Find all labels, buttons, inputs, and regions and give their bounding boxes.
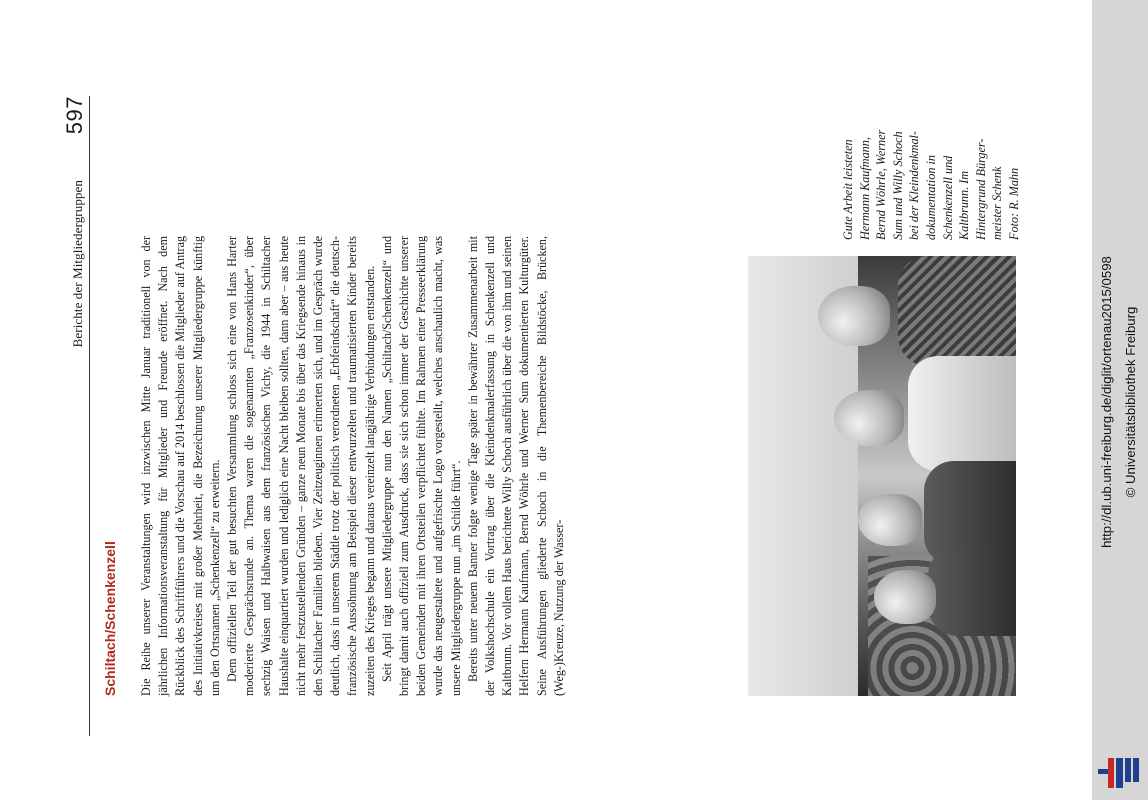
group-photo [748,256,1016,696]
paragraph: Seit April trägt unsere Mitgliedergruppe nun den Namen „Schiltach/Schenkenzell“ und bringt damit auch offiziell zum Ausdruck, dass sie sich schon immer der Geschichte unserer beiden Gemeinden mit ihren Ortsteilen verpflichtet fühlte. Im Rahmen einer Presseerklärung wurde das neugestaltete und aufgefrischte Logo vorgestellt, welches anschaulich macht, was unsere Mitgliedergruppe nun „im Schilde führt“. [379,236,463,696]
photo-caption [840,40,1023,240]
side-strip-text [1092,0,1148,800]
copyright-notice: © Universitätsbibliothek Freiburg [1123,306,1138,498]
library-logo-icon [1092,752,1148,792]
caption-line: dokumentation in [923,155,938,240]
photo-person-head [858,494,922,546]
photo-person-head [818,286,890,346]
caption-line: bei der Kleindenkmal- [907,131,922,240]
caption-line: Gute Arbeit leisteten [841,139,855,240]
paragraph: Bereits unter neuem Banner folgte wenige Tage später in bewährter Zusammenarbeit mit der Volkshochschule ein Vortrag über die Kleindenkmalerfassung in Schenkenzell und Kaltbrunn. Vor vollem Haus berichtete Willy Schoch ausführlich über die von ihm und seinen Helfern Hermann Kaufmann, Bernd Wöhrle und Werner Sum dokumentierten Kulturgüter. Seine Ausführungen gliederte Schoch in die Themenbereiche Bildstöcke, Brücken, (Weg-)Kreuze, Nutzung der Wasser- [465,236,566,696]
caption-line: Schenkenzell und [940,155,955,240]
photo-person-head [834,390,904,446]
caption-line: Kaltbrunn. Im [957,170,972,240]
library-side-strip [1092,0,1148,800]
photo-person-shirt [898,256,1016,366]
body-text [138,236,568,696]
photo-person-shirt [908,356,1016,471]
running-head [48,96,98,736]
digital-library-url[interactable]: http://dl.ub.uni-freiburg.de/diglit/ortenau2015/0598 [1099,256,1114,548]
paragraph: Dem offiziellen Teil der gut besuchten Versammlung schloss sich eine von Hans Harter moderierte Gesprächsrunde an. Thema waren die sogenannten „Franzosenkinder“, über sechzig Waisen und Halbwaisen aus dem französischen Vichy, die 1944 in Schiltacher Haushalte einquartiert wurden und lediglich eine Nacht bleiben sollten, dann aber – aus heute nicht mehr festzustellenden Gründen – ganze neun Monate bis über das Kriegsende hinaus in den Schiltacher Familien blieben. Vier Zeitzeuginnen erinnerten sich, und im Gespräch wurde deutlich, dass in unserem Städtle trotz der politisch verordneten „Erbfeindschaft“ die deutsch-französische Aussöhnung am Beispiel dieser entwurzelten und traumatisierten Kinder bereits zuzeiten des Krieges begann und daraus vereinzelt langjährige Verbindungen entstanden. [225,236,377,696]
paragraph: Die Reihe unserer Veranstaltungen wird inzwischen Mitte Januar traditionell von der jährlichen Informationsveranstaltung für Mitglieder und Freunde eröffnet. Nach dem Rückblick des Schriftführers und die Vorschau auf 2014 beschlossen die Mitglieder auf Antrag des Initiativkreises mit großer Mehrheit, die Bezeichnung unserer Mitgliedergruppe künftig um den Ortsnamen „Schenkenzell“ zu erweitern. [139,236,222,696]
caption-credit: Foto: R. Mahn [1006,167,1021,240]
page-number: 597 [62,96,87,135]
caption-line: Hintergrund Bürger- [973,138,988,240]
caption-line: Sum und Willy Schoch [890,131,905,240]
photo-person-head [874,570,936,624]
caption-line: Hermann Kaufmann, [857,137,872,240]
running-head-title: Berichte der Mitgliedergruppen [70,180,85,348]
caption-line: Bernd Wöhrle, Werner [874,129,889,240]
section-heading: Schiltach/Schenkenzell [102,541,118,696]
caption-line: meister Schenk [990,166,1005,240]
running-head-rule [89,96,90,736]
photo-person-shirt [928,546,1016,636]
